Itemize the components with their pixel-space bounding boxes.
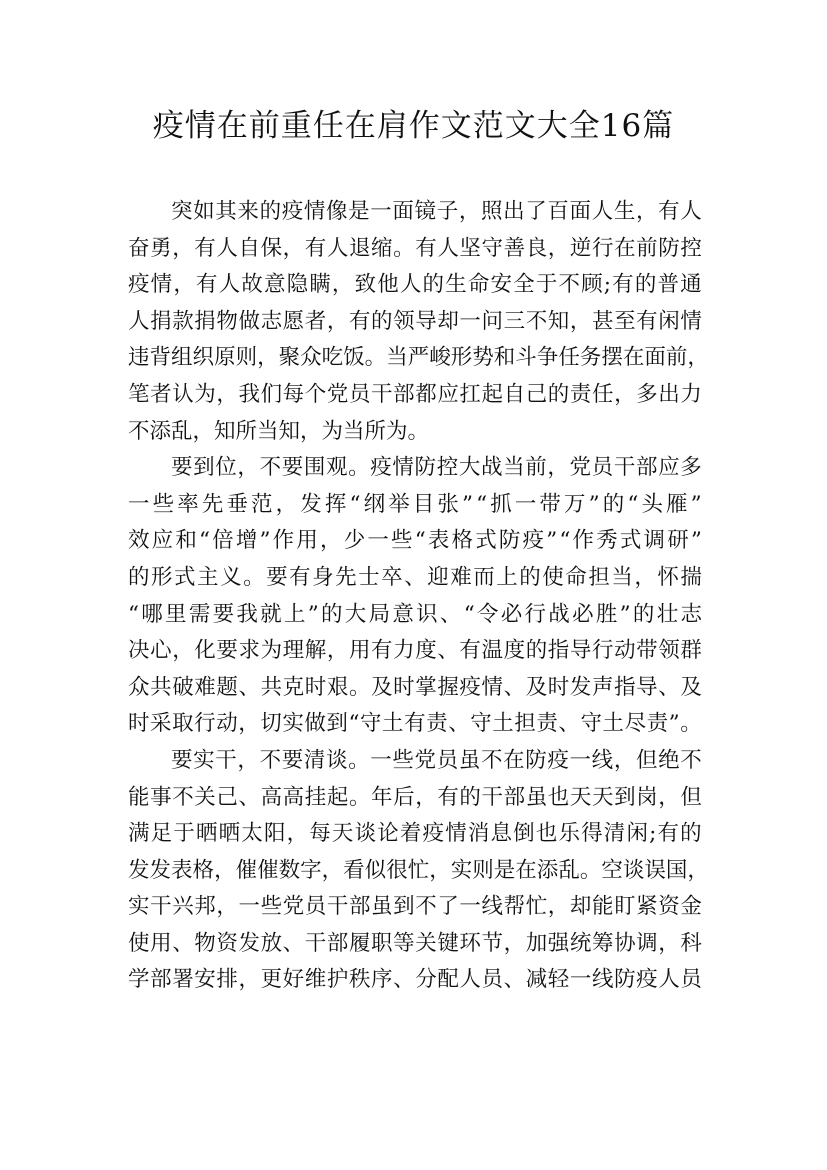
text-line: “ 哪 里 需 要 我 就 上 ” 的 大 局 意 识 、 “ 令 必 行 战 必 胜 ” 的 壮 志 bbox=[128, 601, 702, 627]
text-line: 一 些 率 先 垂 范 ， 发 挥 “ 纲 举 目 张 ” “ 抓 一 带 万 ” 的 “ 头 雁 ” bbox=[128, 491, 702, 517]
text-line: 的 形 式 主 义 。 要 有 身 先 士 卒 、 迎 难 而 上 的 使 命 担 当 ， 怀 揣 bbox=[128, 564, 702, 590]
text-line: 使 用 、 物 资 发 放 、 干 部 履 职 等 关 键 环 节 ， 加 强 统 筹 协 调 ， 科 bbox=[128, 930, 702, 956]
text-line: 发 发 表 格 ， 催 催 数 字 ， 看 似 很 忙 ， 实 则 是 在 添 乱 。 空 谈 误 国 ， bbox=[128, 857, 709, 883]
text-line: 要 实 干 ， 不 要 清 谈 。 一 些 党 员 虽 不 在 防 疫 一 线 ， 但 绝 不 bbox=[171, 747, 702, 773]
document-body bbox=[128, 194, 709, 999]
text-line: 实 干 兴 邦 ， 一 些 党 员 干 部 虽 到 不 了 一 线 帮 忙 ， 却 能 盯 紧 资 金 bbox=[128, 894, 702, 920]
text-line: 突 如 其 来 的 疫 情 像 是 一 面 镜 子 ， 照 出 了 百 面 人 生 ， 有 人 bbox=[171, 199, 702, 224]
text-line: 笔 者 认 为 ， 我 们 每 个 党 员 干 部 都 应 扛 起 自 己 的 责 任 ， 多 出 力 bbox=[128, 381, 702, 407]
document-title: 疫情在前重任在肩作文范文大全16篇 bbox=[152, 108, 675, 144]
text-line: 人 捐 款 捐 物 做 志 愿 者 ， 有 的 领 导 却 一 问 三 不 知 ， 甚 至 有 闲 情 bbox=[128, 308, 702, 334]
text-line: 决 心 ， 化 要 求 为 理 解 ， 用 有 力 度 、 有 温 度 的 指 导 行 动 带 领 群 bbox=[128, 638, 702, 664]
text-line: 疫 情 ， 有 人 故 意 隐 瞒 ， 致 他 人 的 生 命 安 全 于 不 顾 ; 有 的 普 通 bbox=[128, 272, 702, 298]
text-line: 能 事 不 关 己 、 高 高 挂 起 。 年 后 ， 有 的 干 部 虽 也 天 天 到 岗 ， 但 bbox=[128, 784, 702, 810]
text-line: 要 到 位 ， 不 要 围 观 。 疫 情 防 控 大 战 当 前 ， 党 员 干 部 应 多 bbox=[171, 455, 702, 481]
text-line: 学 部 署 安 排 ， 更 好 维 护 秩 序 、 分 配 人 员 、 减 轻 一 线 防 疫 人 员 bbox=[128, 967, 702, 993]
text-line: 违 背 组 织 原 则 ， 聚 众 吃 饭 。 当 严 峻 形 势 和 斗 争 任 务 摆 在 面 前 ， bbox=[128, 345, 709, 371]
text-line: 不添乱，知所当知，为当所为。 bbox=[128, 418, 430, 444]
text-line: 效 应 和 “ 倍 增 ” 作 用 ， 少 一 些 “ 表 格 式 防 疫 ” “ 作 秀 式 调 研 ” bbox=[128, 528, 702, 554]
text-line: 奋 勇 ， 有 人 自 保 ， 有 人 退 缩 。 有 人 坚 守 善 良 ， 逆 行 在 前 防 控 bbox=[128, 235, 702, 261]
text-line: 满 足 于 晒 晒 太 阳 ， 每 天 谈 论 着 疫 情 消 息 倒 也 乐 得 清 闲 ; 有 的 bbox=[128, 821, 702, 847]
text-line: 众 共 破 难 题 、 共 克 时 艰 。 及 时 掌 握 疫 情 、 及 时 发 声 指 导 、 及 bbox=[128, 674, 702, 700]
text-line: 时 采 取 行 动 ， 切 实 做 到 “ 守 土 有 责 、 守 土 担 责 、 守 土 尽 责 ” 。 bbox=[128, 711, 702, 737]
